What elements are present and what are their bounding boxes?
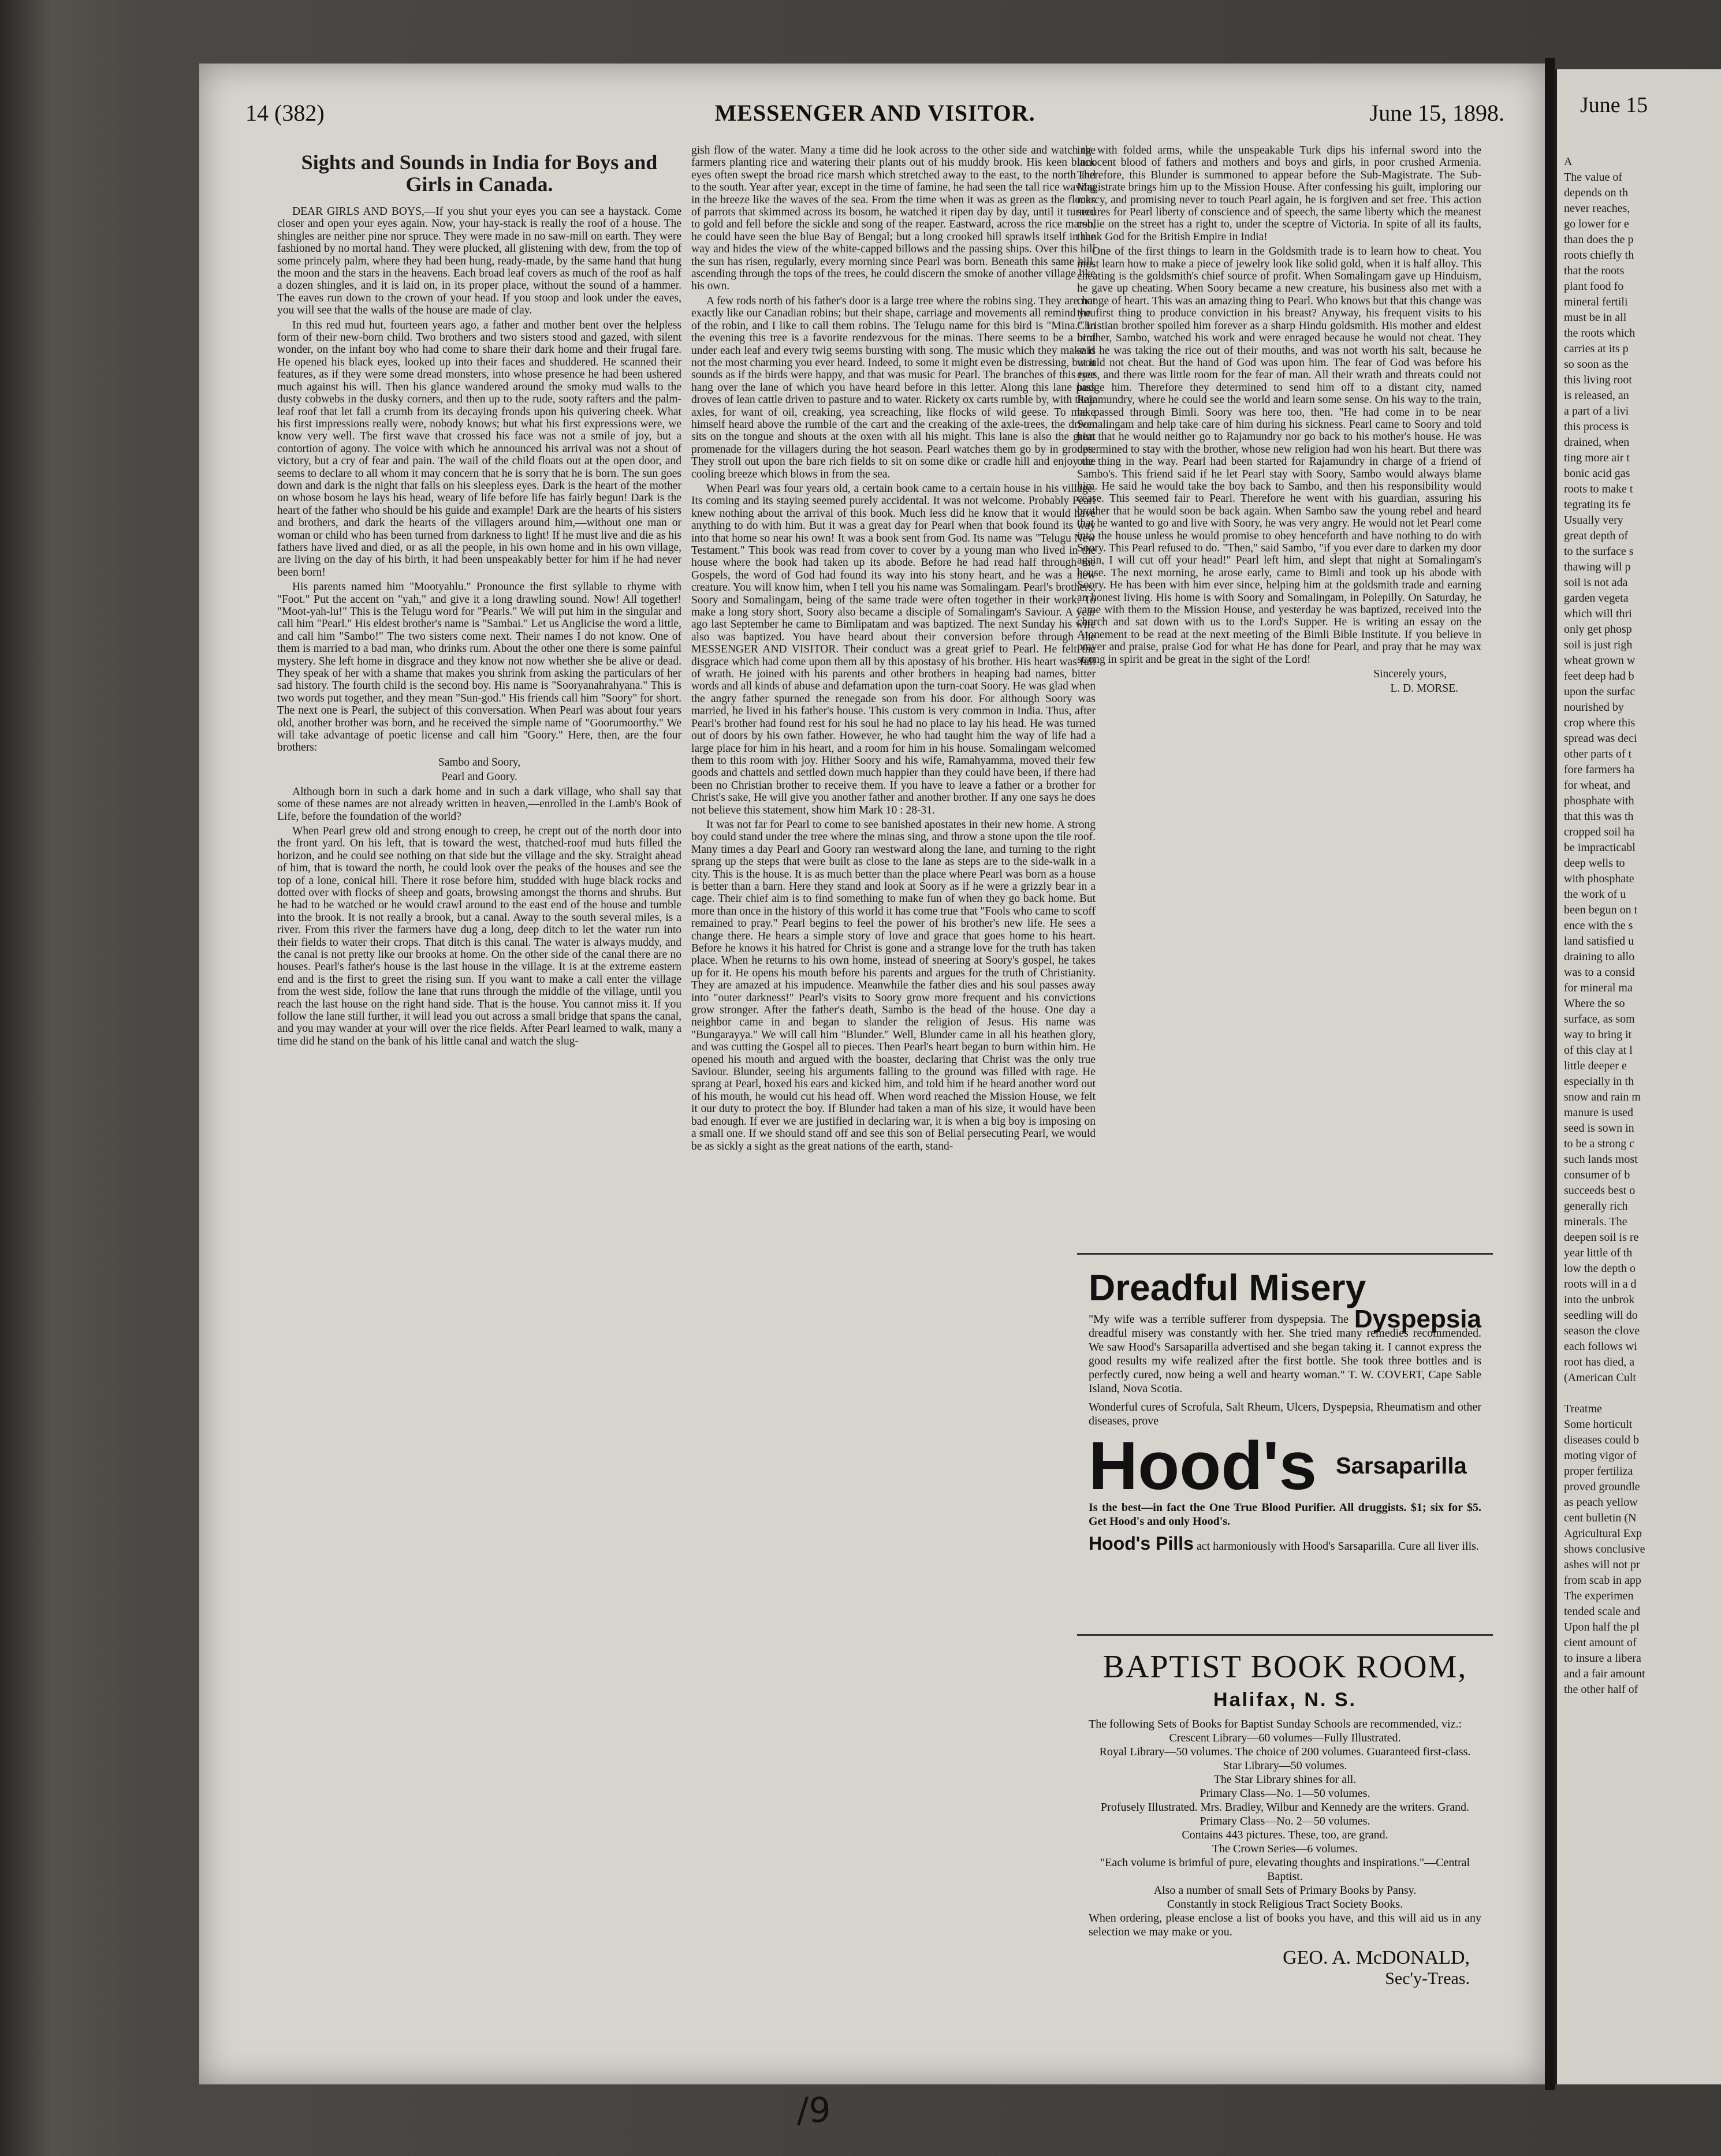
paragraph: One of the first things to learn in the Goldsmith trade is to learn how to cheat. You must learn how to make a piece of jewelry look like solid gold, when it is half alloy. This cheating is the goldsmith's chief source of profit. When Somalingam gave up Hinduism, he gave up cheating. When Soory became a new creature, his business also met with a change of heart. This was an amazing thing to Pearl. Who knows but that this change was the first thing to produce conviction in his breast? Anyway, his frequent visits to his Christian brother spoiled him forever as a sharp Hindu goldsmith. His mother and eldest brother, Sambo, watched his work and were enraged because he would not cheat. They said he was taking the rice out of their mouths, and was not worth his salt, because he would not cheat. But the hand of God was upon him. The fear of God was before his eyes, and there was little room for the fear of man. All their wrath and threats could not budge him. Therefore they determined to send him off to a distant city, named Rajamundry, where he could see the world and learn some sense. On his way to the train, he passed through Bimli. Soory was here too, then. "He had come in to be near Somalingam and help take care of him during his sickness. Pearl came to Soory and told him that he would neither go to Rajamundry nor go back to his mother's house. He was determined to stay with the brother, whose new religion had won his heart. But there was one thing in the way. Pearl had been started for Rajamundry in charge of a friend of Sambo's. This friend said if he let Pearl stay with Soory, Sambo would always blame him. He said he would take the boy back to Sambo, and then his responsibility would cease. This seemed fair to Pearl. Therefore he went with his guardian, assuring his brother that he would soon be back again. When Sambo saw the young rebel and heard that he wanted to go and live with Soory, he was very angry. He would not let Pearl come into the house unless he would promise to obey henceforth and have nothing to do with Soory. This Pearl refused to do. "Then," said Sambo, "if you ever dare to darken my door again, I will cut off your head!" Pearl left him, and slept that night at Somalingam's house. The next morning, he arose early, came to Bimli and took up his abode with Soory. He has been with him ever since, helping him at the goldsmith trade and earning an honest living. His home is with Soory and Somalingam, in Polepilly. On Saturday, he came with them to the Mission House, and yesterday he was baptized, received into the church and sat down with us to the Lord's Supper. He is writing an essay on the Atonement to be read at the next meeting of the Bimli Bible Institute. If you believe in prayer and praise, praise God for what He has done for Pearl, and pray that he may wax strong in spirit and be great in the sight of the Lord! [1077,245,1481,666]
brand-name: Hood's [1089,1428,1317,1504]
facing-page-line: proper fertiliza [1564,1465,1633,1478]
pills-name: Hood's Pills [1089,1533,1194,1554]
facing-page-line: other parts of t [1564,748,1632,760]
facing-page-line: season the clove [1564,1325,1640,1337]
facing-page-line [1564,1386,1720,1401]
facing-page-line: as peach yellow [1564,1496,1638,1509]
facing-page-line: be impracticabl [1564,841,1636,854]
ad-brand [1089,1428,1481,1504]
hoods-advertisement [1077,1253,1493,1630]
facing-page-line: (American Cult [1564,1371,1636,1384]
book-room-signer-title: Sec'y-Treas. [1385,1969,1470,1988]
facing-page-line: drained, when [1564,436,1630,449]
facing-page-line: from scab in app [1564,1574,1641,1587]
facing-page-line: cropped soil ha [1564,826,1635,838]
facing-page-line: tegrating its fe [1564,498,1631,511]
book-line: The Star Library shines for all. [1213,1773,1357,1786]
book-line: The Crown Series—6 volumes. [1212,1842,1358,1855]
ad-pills [1089,1533,1481,1554]
facing-page-line: soil is not ada [1564,576,1628,589]
ad-testimonial-text: "My wife was a terrible sufferer from dyspepsia. The dreadful misery was constantly with her. She tried many remedies recommended. We saw Hood's Sarsaparilla advertised and she began taking it. I cannot express the good results my wife realized after the first bottle. She took three bottles and is perfectly cured, now being a well and hearty woman." T. W. COVERT, Cape Sable Island, Nova Scotia. [1089,1313,1481,1395]
facing-page-line: Treatme [1564,1402,1602,1415]
facing-page-line: roots chiefly th [1564,249,1634,262]
facing-page-line: Some horticult [1564,1418,1633,1431]
facing-page-line: The value of [1564,171,1623,184]
facing-page-line: is released, an [1564,389,1629,402]
facing-page-line: spread was deci [1564,732,1637,745]
facing-page-line [1564,139,1720,154]
facing-page-line: that the roots [1564,264,1625,277]
facing-page-line: moting vigor of [1564,1449,1637,1462]
facing-page-line: minerals. The [1564,1215,1627,1228]
facing-page-line: consumer of b [1564,1169,1630,1181]
column-1 [277,144,681,2067]
facing-page-line: seedling will do [1564,1309,1638,1322]
facing-page-text [1564,139,1720,1698]
facing-page-line: into the unbrok [1564,1293,1635,1306]
paragraph: Although born in such a dark home and in such a dark village, who shall say that some of these names are not already written in heaven,—enrolled in the Lamb's Book of Life, before the foundation of the world? [277,785,681,823]
facing-page-line: mineral fertili [1564,296,1628,308]
book-line: Star Library—50 volumes. [1223,1759,1347,1772]
book-room-advertisement [1077,1634,1493,2063]
book-room-title: BAPTIST BOOK ROOM, [1102,1649,1467,1685]
book-line: When ordering, please enclose a list of books you have, and this will aid us in any selection we may make or you. [1089,1912,1481,1938]
facing-page-line: carries at its p [1564,342,1629,355]
signature: L. D. MORSE. [1390,682,1458,695]
book-line: Also a number of small Sets of Primary Books by Pansy. [1153,1884,1417,1897]
facing-page-line: ting more air t [1564,452,1630,464]
facing-page-line: nourished by [1564,701,1624,714]
facing-page-line: manure is used [1564,1106,1633,1119]
facing-page-line: so soon as the [1564,358,1629,371]
facing-page-line: cient amount of [1564,1636,1637,1649]
facing-page-line: each follows wi [1564,1340,1637,1353]
facing-page-line: shows conclusive [1564,1543,1645,1556]
facing-page-line: never reaches, [1564,202,1630,215]
facing-page-line: been begun on t [1564,904,1638,916]
facing-page-line: such lands most [1564,1153,1638,1166]
facing-page-line: Upon half the pl [1564,1621,1640,1633]
book-line: Constantly in stock Religious Tract Society Books. [1167,1898,1403,1911]
facing-page-line: bonic acid gas [1564,467,1630,480]
paragraph: DEAR GIRLS AND BOYS,—If you shut your eyes you can see a haystack. Come closer and open your eyes again. Now, your hay-stack is really the roof of a house. The shingles are neither pine nor spruce. They were made in no saw-mill on earth. They were fashioned by no mortal hand. They were plucked, all glistening with dew, from the top of some princely palm, where they had been hung, ready-made, by the same hand that hung the moon and the stars in the heavens. Each broad leaf covers as much of the roof as half a dozen shingles, and it is laid on, in its proper place, without the sound of a hammer. The eaves run down to the crown of your head. If you stoop and look under the eaves, you will see that the walls of the house are made of clay. [277,206,681,317]
facing-page-line: roots to make t [1564,483,1633,495]
facing-page-line: low the depth o [1564,1262,1636,1275]
facing-page-line: crop where this [1564,717,1636,729]
paragraph: A few rods north of his father's door is a large tree where the robins sing. They are not exactly like our Canadian robins; but their shape, carriage and movements all remind you of the robin, and I like to call them robins. The Telugu name for this bird is "Mina." In the evening this tree is a favorite rendezvous for the minas. There seems to be a bird under each leaf and every twig seems bursting with song. The music which they make is not the most charming you ever heard. Indeed, to some it might even be distressing, but it sounds as if the birds were happy, and that was music for Pearl. The branches of this tree hang over the lane of which you have heard before in this letter. Along this lane pass droves of lean cattle driven to pasture and to water. Rickety ox carts rumble by, with their axles, for want of oil, creaking, yea screaching, like flocks of wild geese. To make himself heard above the rumble of the cart and the creaking of the axle-trees, the driver sits on the tongue and shouts at the oxen with all his might. This lane is also the great promenade for the villagers during the hot season. Pearl watches them go by in groups. They stroll out upon the bare rich fields to sit on some dike or cradle hill and enjoy the cooling breeze which blows in from the sea. [691,294,1096,480]
facing-page-line: snow and rain m [1564,1091,1641,1103]
facing-page-line: this living root [1564,374,1632,386]
facing-page-line: The experimen [1564,1590,1634,1602]
book-line: Crescent Library—60 volumes—Fully Illustrated. [1169,1732,1401,1744]
paragraph: His parents named him "Mootyahlu." Pronounce the first syllable to rhyme with "Foot." Put the accent on "yah," and give it a long drawling sound. Now! All together! "Moot-yah-lu!" This is the Telugu word for "Pearls." We will put him in the singular and call him "Pearl." His eldest brother's name is "Sambai." Let us Anglicise the word a little, and call him "Sambo!" The two sisters come next. Their names I do not know. One of them is married to a bad man, who drinks rum. About the other one there is some painful mystery. She left home in disgrace and they know not now whether she be alive or dead. They speak of her with a shame that makes you shrink from asking the particulars of her sad history. The fourth child is the second boy. His name is "Sooryanahrahyana." This is two words put together, and they mean "Sun-god." His friends call him "Soory" for short. The next one is Pearl, the subject of this conversation. When Pearl was about four years old, another brother was born, and he received the simple name of "Goorumoorthy." We will take advantage of poetic license and call him "Goory." Here, then, are the four brothers: [277,581,681,754]
facing-page-line: only get phosp [1564,623,1632,636]
facing-page-line: upon the surfac [1564,685,1636,698]
facing-page-line: wheat grown w [1564,654,1636,667]
facing-page-line: this process is [1564,420,1629,433]
facing-page-line: especially in th [1564,1075,1634,1088]
facing-page-line: fore farmers ha [1564,763,1635,776]
facing-page-line: ashes will not pr [1564,1558,1640,1571]
facing-page-line: little deeper e [1564,1060,1627,1072]
book-room-city: Halifax, N. S. [1213,1689,1357,1711]
facing-page-line: roots will in a d [1564,1278,1637,1290]
paragraph: It was not far for Pearl to come to see banished apostates in their new home. A strong boy could stand under the tree where the minas sing, and throw a stone upon the tile roof. Many times a day Pearl and Goory ran westward along the lane, and turning to the right sprang up the steps that were built as close to the lane as steps are to the side-walk in a city. This is the house. It is as much better than the place where Pearl was born as a house is better than a barn. Here they stand and look at Soory as if he were a grizzly bear in a cage. Their chief aim is to find something to make fun of when they go back home. But more than once in the history of this world it has come true that "Fools who came to scoff remained to pray." Pearl begins to feel the power of his brother's new life. He sees a change there. He hears a simple story of love and grace that goes home to his heart. Before he knows it his hatred for Christ is gone and a strange love for the truth has taken place. When he returns to his own home, instead of sneering at Soory's gospel, he takes up for it. He opens his mouth before his parents and argues for the truth of Christianity. They are amazed at his impudence. Meanwhile the father dies and his soul passes away into "outer darkness!" Pearl's visits to Soory grow more frequent and his convictions grow stronger. After the father's death, Sambo is the head of the house. One day a neighbor came in and began to slander the religion of Jesus. His name was "Bungarayya." We will call him "Blunder." Well, Blunder came in all his heathen glory, and was cutting the Gospel all to pieces. Then Pearl's heart began to burn within him. He opened his mouth and argued with the boaster, declaring that Christ was the only true Saviour. Blunder, seeing his arguments falling to the ground was filled with rage. He sprang at Pearl, boxed his ears and kicked him, and told him if he heard another word out of his mouth, he would cut his head off. When word reached the Mission House, we felt it our duty to protect the boy. If Blunder had taken a man of his size, it would have been bad enough. If ever we are justified in declaring war, it is when a big boy is imposing on a small one. If we should stand off and see this son of Belial persecuting Pearl, we would be as sickly a sight as the great nations of the earth, stand- [691,818,1096,1152]
facing-page-line: the work of u [1564,888,1626,901]
masthead-title: MESSENGER AND VISITOR. [714,100,1035,126]
facing-page-line: seed is sown in [1564,1122,1634,1135]
facing-page-line: surface, as som [1564,1013,1635,1025]
facing-page-line: to be a strong c [1564,1137,1635,1150]
facing-page-line: thawing will p [1564,561,1631,573]
ad-tagline: Is the best—in fact the One True Blood Purifier. All druggists. $1; six for $5. Get Hood's and only Hood's. [1089,1501,1481,1528]
verse-line: Pearl and Goory. [441,771,517,784]
facing-page-line: Usually very [1564,514,1623,527]
page-number: 14 (382) [245,100,325,126]
book-room-signer: GEO. A. McDONALD, [1283,1947,1470,1968]
facing-page-line: A [1564,155,1573,168]
facing-page-line: cent bulletin (N [1564,1512,1637,1524]
paragraph: gish flow of the water. Many a time did he look across to the other side and watch the farmers planting rice and watering their plants out of his muddy brook. His keen black eyes often swept the broad rice marsh which stretched away to the east, to the north and to the south. Year after year, except in the time of famine, he had seen the tall rice waving in the breeze like the waves of the sea. From the time when it was as green as the flocks of parrots that skimmed across its bosom, he watched it ripen day by day, until it turned to gold and fell before the sickle and song of the reaper. Eastward, across the rice marsh, he could have seen the blue Bay of Bengal; but a long crooked hill sprawls itself in the way and hides the view of the white-capped billows and the passing ships. Over this hill the sun has risen, regularly, every morning since Pearl was born. Beneath this same hill, ascending through the tops of the trees, he could discern the smoke of another village like his own. [691,144,1096,293]
pills-text: act harmoniously with Hood's Sarsaparilla. Cure all liver ills. [1196,1540,1479,1553]
paragraph: When Pearl grew old and strong enough to creep, he crept out of the north door into the front yard. On his left, that is toward the west, thatched-roof mud huts filled the horizon, and he could see nothing on that side but the village and the sky. Straight ahead of him, that is toward the north, he could look over the peaks of the houses and see the top of a lone, conical hill. There it rose before him, studded with huge black rocks and dotted over with flocks of sheep and goats, browsing amongst the thorns and shrubs. But he had to be watched or he would crawl around to the east end of the house and tumble into the brook. It is not really a brook, but a canal. Away to the south several miles, is a river. From this river the farmers have dug a long, deep ditch to let the water run into their fields to water their crops. That ditch is this canal. The water is always muddy, and the canal is not pretty like our brooks at home. On the other side of the canal there are no houses. Pearl's father's house is the last house in the village. It is at the extreme eastern end and is the first to greet the rising sun. If you want to make a call enter the village from the west side, follow the lane that runs through the middle of the village, until you reach the last house on the right hand side. That is the house. You cannot miss it. If you follow the lane still further, it will lead you out across a small bridge that spans the canal, and you may wander at your will over the rice fields. After Pearl learned to walk, many a time did he stand on the bank of his little canal and watch the slug- [277,825,681,1047]
book-line: Contains 443 pictures. These, too, are grand. [1182,1829,1388,1841]
ad-subhead: Dyspepsia [1354,1305,1481,1333]
book-line: Royal Library—50 volumes. The choice of 200 volumes. Guaranteed first-class. [1099,1745,1471,1758]
book-line: "Each volume is brimful of pure, elevating thoughts and inspirations."—Central Baptist. [1100,1856,1470,1883]
handwritten-folio-mark: /9 [797,2090,831,2131]
facing-page-line: year little of th [1564,1247,1633,1259]
facing-page-line: go lower for e [1564,218,1629,230]
article-title: Sights and Sounds in India for Boys and Girls in Canada. [301,151,658,196]
facing-page-line: depends on th [1564,186,1629,199]
facing-page-line: than does the p [1564,233,1634,246]
facing-page-line: was to a consid [1564,966,1635,979]
facing-page-line: Agricultural Exp [1564,1527,1642,1540]
column-2 [691,144,1096,2067]
facing-page-line: proved groundle [1564,1480,1640,1493]
facing-page-line: phosphate with [1564,794,1634,807]
book-line: Primary Class—No. 2—50 volumes. [1200,1815,1370,1827]
facing-page-line: must be in all [1564,311,1627,324]
ad-headline: Dreadful Misery [1089,1267,1366,1308]
facing-page-line: deep wells to [1564,857,1625,870]
facing-page-line: with phosphate [1564,872,1634,885]
facing-page-edge [1554,69,1721,2084]
facing-page-line: ence with the s [1564,919,1633,932]
facing-page-line: root has died, a [1564,1356,1635,1368]
book-line: Primary Class—No. 1—50 volumes. [1200,1787,1370,1800]
facing-page-line: soil is just righ [1564,639,1633,651]
paragraph: When Pearl was four years old, a certain book came to a certain house in his village. Its coming and its staying seemed purely accidental. It was not welcome. Probably Pearl knew nothing about the arrival of this book. Much less did he know that it would have anything to do with him. But it was a great day for Pearl when that book found its way into that home so near his own! It was a book sent from God. Its name was "Telugu New Testament." This book was read from cover to cover by a young man who lived in the house where the book had taken up its abode. Before he had read half through the Gospels, the word of God had found its way into his stony heart, and he was a new creature. You will know him, when I tell you his name was Somalingam. Pearl's brothers, Soory and Somalingam, being of the same trade were often together in their work. To make a long story short, Soory also became a disciple of Somalingam's Saviour. A year ago last September he came to Bimlipatam and was baptized. The next Sunday his wife also was baptized. You have heard about their conversion before through the MESSENGER AND VISITOR. Their conduct was a great grief to Pearl. He felt the disgrace which had come upon them all by this apostasy of his brother. His heart was full of wrath. He joined with his parents and other brothers in heaping bad names, bitter words and all kinds of abuse and defamation upon the turn-coat Soory. He was glad when the angry father spurned the renegade son from his door. For although Soory was married, he lived in his father's house. This custom is very common in India. Thus, after Pearl's brother had found rest for his soul he had no place to lay his head. He was turned out of doors by his own father. However, he who had taught him the way of life had a large place for him in his heart, and a room for him in his house. Somalingam welcomed them to this room with joy. Hither Soory and his wife, Ramahyamma, moved their few goods and chattels and settled down much happier than they could have been, if there had been no Christian brother to receive them. If you have to leave a father or a brother for Christ's sake, He will give you another father and another brother. If any one says he does not believe this statement, show him Mark 10 : 28-31. [691,482,1096,816]
facing-page-line: land satisfied u [1564,935,1634,948]
ad-cures: Wonderful cures of Scrofula, Salt Rheum, Ulcers, Dyspepsia, Rheumatism and other diseases, prove [1089,1401,1481,1427]
facing-page-line: a part of a livi [1564,405,1629,417]
facing-page-line: to the surface s [1564,545,1634,558]
brand-product: Sarsaparilla [1335,1453,1467,1479]
facing-page-line: feet deep had b [1564,670,1634,682]
book-line: Profusely Illustrated. Mrs. Bradley, Wilbur and Kennedy are the writers. Grand. [1101,1801,1469,1814]
page-header [245,99,1504,140]
verse-line: Sambo and Soory, [438,756,521,769]
facing-page-line: Where the so [1564,997,1625,1010]
paragraph: In this red mud hut, fourteen years ago, a father and mother bent over the helpless form of their new-born child. Two brothers and two sisters stood and gazed, with silent wonder, on the infant boy who had come to share their dark home and their frugal fare. He opened his black eyes, looked up into their faces and shuddered. He scanned their features, as if they were some dread monsters, into whose presence he had been ushered much against his will. Then his glance wandered around the smoky mud walls to the dusty cobwebs in the dusky corners, and then up to the rude, sooty rafters and the palm-leaf roof that let fall a crumb from its decaying fronds upon his quivering cheek. What his first impressions really were, nobody knows; but what his first expressions were, we know very well. The first wave that crossed his face was not a smile of joy, but a contortion of agony. The voice with which he announced his arrival was not a shout of victory, but a cry of fear and pain. The wail of the child floats out at the open door, and seems to declare to all whom it may concern that he is sorry that he is born. The sun goes down and dark is the night that falls on his sleepless eyes. Dark is the heart of the mother on whose bosom he lays his head, weary of life before life has fairly begun! Dark is the heart of the father who should be his guide and example! Dark are the hearts of his sisters and brothers, and dark the hearts of the villagers around him,—without one man or woman or child who has been turned from darkness to light! If he must live and die as his fathers have lived and died, or as all the people, in his own home and in his own village, are living on the day of his birth, it had been unspeakably better for him if he had never been born! [277,319,681,579]
facing-page-line: for wheat, and [1564,779,1630,792]
facing-page-line: of this clay at l [1564,1044,1633,1057]
facing-page-line: succeeds best o [1564,1184,1636,1197]
paragraph: ing with folded arms, while the unspeakable Turk dips his infernal sword into the innocent blood of fathers and mothers and boys and girls, in poor crushed Armenia. Therefore, this Blunder is summoned to appear before the Sub-Magistrate. The Sub-Magistrate brings him up to the Mission House. After confessing his guilt, imploring our mercy, and promising never to touch Pearl again, he is forgiven and set free. This action secures for Pearl liberty of conscience and of speech, the same liberty which the meanest coolie on the street has a right to, under the sceptre of Victoria. In spite of all its faults, thank God for the British Empire in India! [1077,144,1481,243]
facing-page-line: plant food fo [1564,280,1624,293]
facing-page-line: tended scale and [1564,1605,1641,1618]
issue-date: June 15, 1898. [1369,100,1504,126]
facing-page-line: that this was th [1564,810,1634,823]
facing-page-line: great depth of [1564,529,1629,542]
signoff: Sincerely yours, [1373,668,1447,681]
column-3 [1077,144,1481,1241]
facing-page-line: which will thri [1564,607,1632,620]
facing-page-line: for mineral ma [1564,982,1633,994]
facing-page-line: the other half of [1564,1683,1638,1696]
ad-testimonial [1089,1305,1481,1396]
facing-page-line: way to bring it [1564,1028,1632,1041]
facing-page-line: diseases could b [1564,1434,1639,1446]
facing-page-line: and a fair amount [1564,1668,1645,1680]
facing-page-line: the roots which [1564,327,1636,340]
facing-page-line: draining to allo [1564,950,1635,963]
newspaper-page [199,64,1545,2084]
facing-page-date: June 15 [1580,93,1648,117]
facing-page-line: garden vegeta [1564,592,1629,605]
facing-page-line: to insure a libera [1564,1652,1641,1665]
book-line: The following Sets of Books for Baptist Sunday Schools are recommended, viz.: [1089,1718,1462,1730]
facing-page-line: generally rich [1564,1200,1628,1213]
facing-page-line: deepen soil is re [1564,1231,1639,1244]
